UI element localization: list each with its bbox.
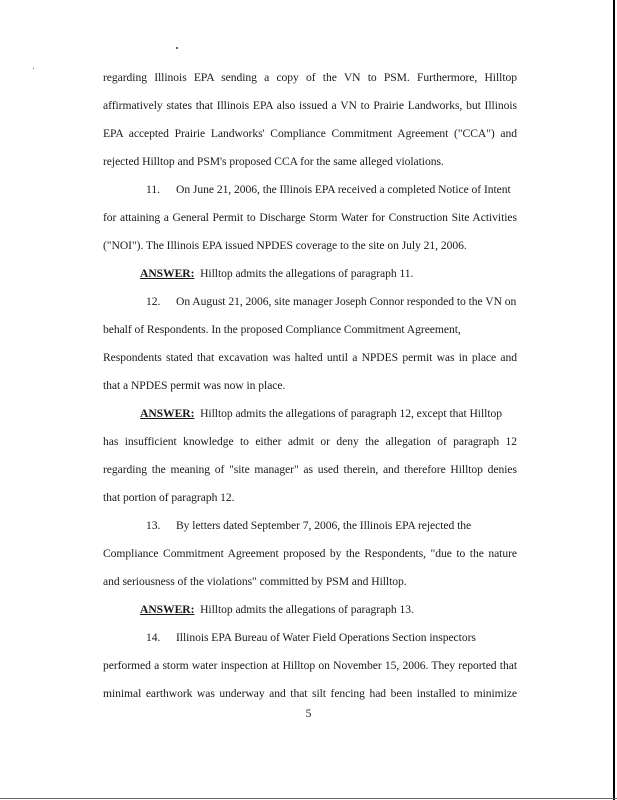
paragraph-number: 13. <box>146 519 161 532</box>
answer-label: ANSWER: <box>140 267 195 280</box>
paragraph-12-first-line <box>146 295 517 309</box>
paragraph-text: On August 21, 2006, site manager Joseph Connor responded to the VN on <box>176 295 517 308</box>
paragraph-14-first-line <box>146 631 517 645</box>
answer-13 <box>140 603 517 617</box>
text-line: behalf of Respondents. In the proposed Compliance Commitment Agreement, <box>103 323 461 336</box>
answer-label: ANSWER: <box>140 407 195 420</box>
text-line: regarding the meaning of "site manager" as used therein, and therefore Hilltop denies <box>103 463 517 476</box>
paragraph-11-first-line <box>146 183 517 197</box>
scan-edge-bottom <box>0 798 617 799</box>
scan-speck <box>176 47 178 49</box>
text-line: Respondents stated that excavation was halted until a NPDES permit was in place and <box>103 351 517 364</box>
text-line: and seriousness of the violations" committed by PSM and Hilltop. <box>103 575 407 588</box>
answer-label: ANSWER: <box>140 603 195 616</box>
paragraph-text: On June 21, 2006, the Illinois EPA received a completed Notice of Intent <box>176 183 511 196</box>
paragraph-number: 11. <box>146 183 160 196</box>
scan-speck <box>33 68 34 69</box>
paragraph-number: 12. <box>146 295 161 308</box>
paragraph-13-first-line <box>146 519 517 533</box>
paragraph-number: 14. <box>146 631 161 644</box>
paragraph-text: By letters dated September 7, 2006, the Illinois EPA rejected the <box>176 519 472 532</box>
paragraph-text: Illinois EPA Bureau of Water Field Operations Section inspectors <box>176 631 476 644</box>
text-line: that a NPDES permit was now in place. <box>103 379 286 392</box>
page-number: 5 <box>305 707 312 720</box>
answer-12 <box>140 407 517 421</box>
text-line: ("NOI"). The Illinois EPA issued NPDES coverage to the site on July 21, 2006. <box>103 239 467 252</box>
answer-text: Hilltop admits the allegations of paragraph 13. <box>200 603 414 616</box>
text-line: has insufficient knowledge to either admit or deny the allegation of paragraph 12 <box>103 435 517 448</box>
text-line: EPA accepted Prairie Landworks' Compliance Commitment Agreement ("CCA") and <box>103 127 517 140</box>
text-line: regarding Illinois EPA sending a copy of the VN to PSM. Furthermore, Hilltop <box>103 71 517 84</box>
text-line: for attaining a General Permit to Discharge Storm Water for Construction Site Activities <box>103 211 517 224</box>
text-line: Compliance Commitment Agreement proposed by the Respondents, "due to the nature <box>103 547 517 560</box>
text-line: affirmatively states that Illinois EPA also issued a VN to Prairie Landworks, but Illinois <box>103 99 517 112</box>
text-line: performed a storm water inspection at Hilltop on November 15, 2006. They reported that <box>103 659 517 672</box>
answer-text: Hilltop admits the allegations of paragraph 12, except that Hilltop <box>200 407 502 420</box>
answer-11 <box>140 267 517 281</box>
scan-edge-right <box>613 0 615 800</box>
text-line: that portion of paragraph 12. <box>103 491 235 504</box>
text-line: rejected Hilltop and PSM's proposed CCA for the same alleged violations. <box>103 155 444 168</box>
answer-text: Hilltop admits the allegations of paragraph 11. <box>200 267 414 280</box>
text-line: minimal earthwork was underway and that silt fencing had been installed to minimize <box>103 687 517 700</box>
